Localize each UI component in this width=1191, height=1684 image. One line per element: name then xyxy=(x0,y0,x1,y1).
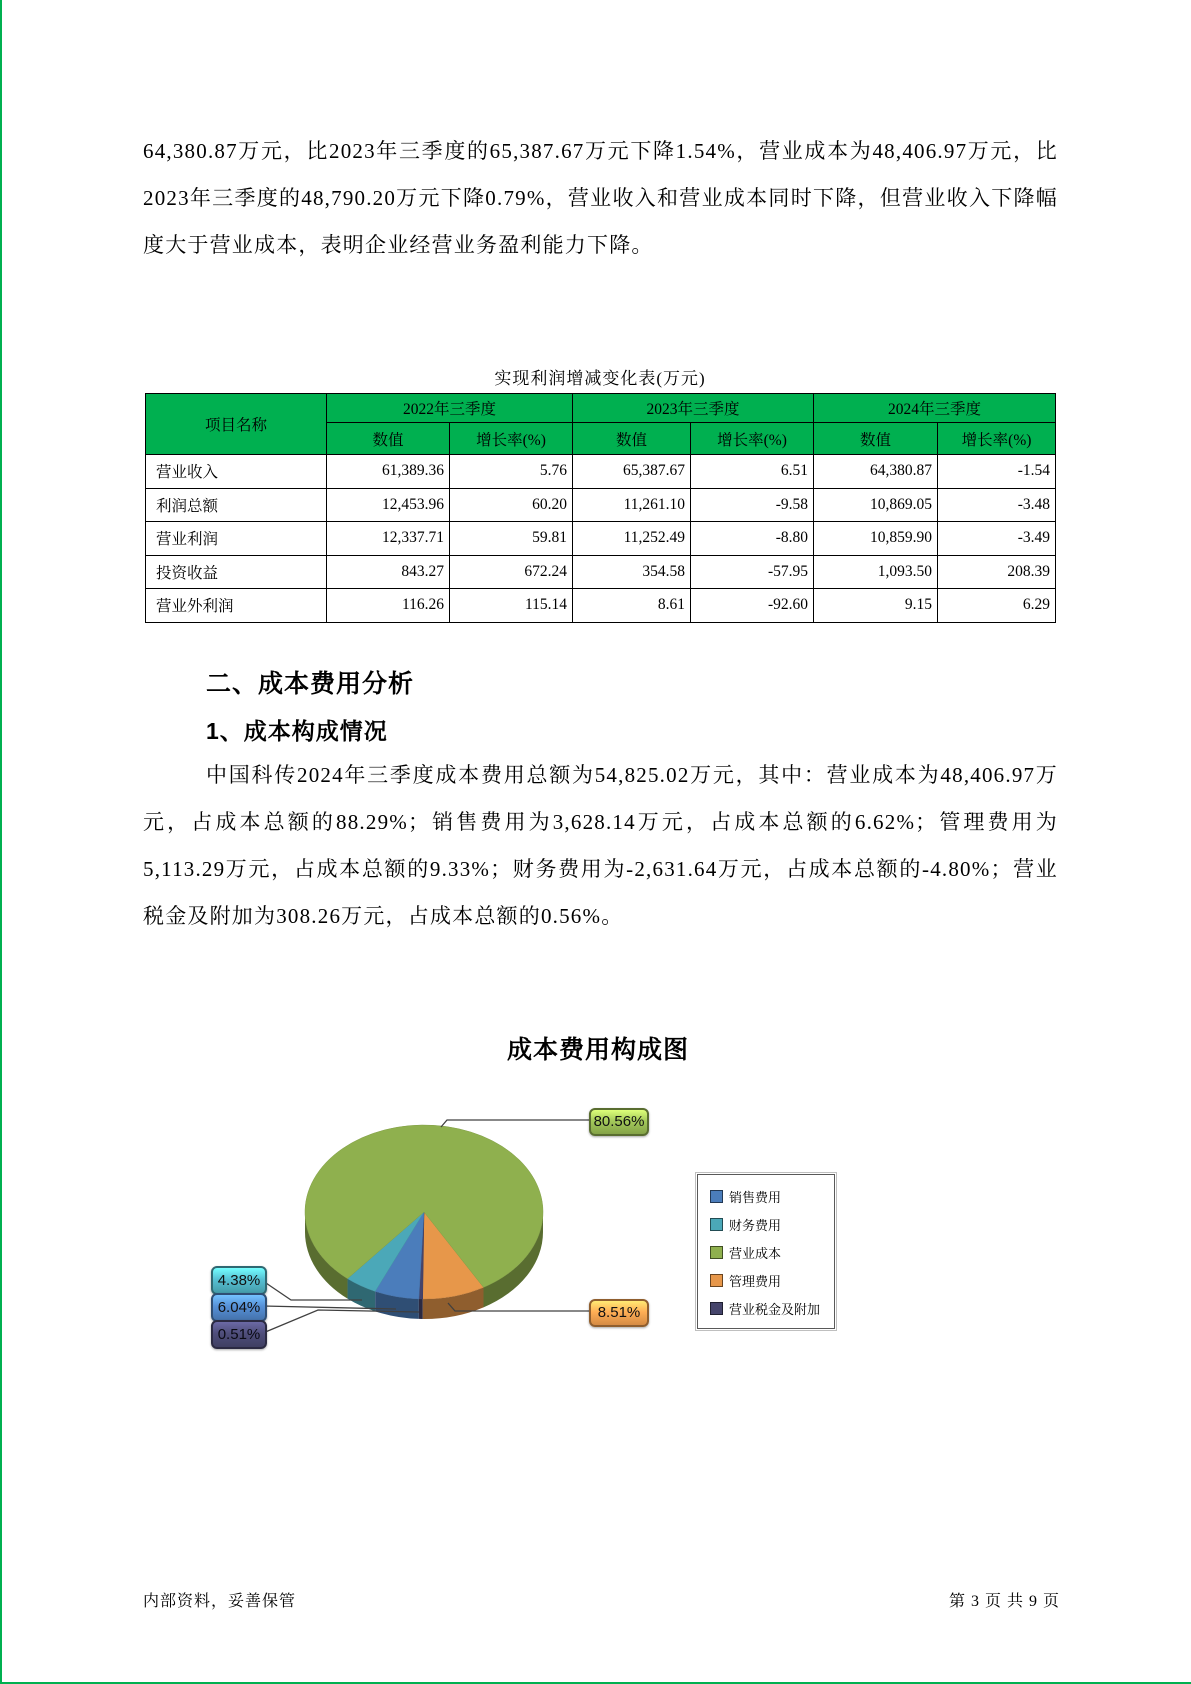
pie-callout-line xyxy=(263,1281,362,1300)
header-group-2022: 2022年三季度 xyxy=(327,394,573,423)
table-row xyxy=(146,488,1056,522)
row-value: 8.61 xyxy=(573,589,691,623)
footer-page-number: 第 3 页 共 9 页 xyxy=(948,1593,1060,1610)
row-value: 65,387.67 xyxy=(573,455,691,489)
footer-confidential-note: 内部资料，妥善保管 xyxy=(143,1593,297,1610)
pie-callout-line xyxy=(441,1120,589,1127)
row-value: 116.26 xyxy=(327,589,450,623)
row-value: 6.29 xyxy=(938,589,1056,623)
section-heading: 二、成本费用分析 xyxy=(206,670,415,698)
row-value: 12,337.71 xyxy=(327,522,450,556)
row-value: 672.24 xyxy=(450,555,573,589)
header-value: 数值 xyxy=(814,423,938,455)
row-value: 6.51 xyxy=(691,455,814,489)
header-growth: 增长率(%) xyxy=(938,423,1056,455)
row-label: 营业外利润 xyxy=(146,589,327,623)
legend-swatch-icon xyxy=(710,1246,723,1259)
table-title: 实现利润增减变化表(万元) xyxy=(494,369,706,388)
pie-slice-销售费用 xyxy=(375,1212,424,1299)
row-value: 354.58 xyxy=(573,555,691,589)
row-value: 64,380.87 xyxy=(814,455,938,489)
row-value: 115.14 xyxy=(450,589,573,623)
legend-label: 财务费用 xyxy=(729,1218,782,1233)
legend-swatch-icon xyxy=(710,1218,723,1231)
legend-label: 管理费用 xyxy=(729,1274,782,1289)
table-header xyxy=(146,394,1056,455)
row-value: 1,093.50 xyxy=(814,555,938,589)
body-paragraph-2: 中国科传2024年三季度成本费用总额为54,825.02万元，其中：营业成本为48,406.97万元，占成本总额的88.29%；销售费用为3,628.14万元，占成本总额的6.62%；管理费用为5,113.29万元，占成本总额的9.33%；财务费用为-2,631.64万元，占成本总额的-4.80%；营业税金及附加为308.26万元，占成本总额的0.56%。 xyxy=(143,763,1058,928)
legend-label: 销售费用 xyxy=(729,1190,782,1205)
pie-slice-营业税金及附加 xyxy=(419,1212,424,1299)
pie-callout-line xyxy=(263,1310,419,1333)
pie-chart-title: 成本费用构成图 xyxy=(506,1036,689,1064)
pie-label-operating-cost: 80.56% xyxy=(589,1108,649,1136)
subsection-heading: 1、成本构成情况 xyxy=(206,718,388,744)
row-value: 10,859.90 xyxy=(814,522,938,556)
row-value: -92.60 xyxy=(691,589,814,623)
body-paragraph-1: 64,380.87万元，比2023年三季度的65,387.67万元下降1.54%，营业成本为48,406.97万元，比2023年三季度的48,790.20万元下降0.79%，营业收入和营业成本同时下降，但营业收入下降幅度大于营业成本，表明企业经营业务盈利能力下降。 xyxy=(143,139,1058,257)
legend-label: 营业成本 xyxy=(729,1246,782,1261)
legend-swatch-icon xyxy=(710,1302,723,1315)
row-value: -57.95 xyxy=(691,555,814,589)
row-value: 12,453.96 xyxy=(327,488,450,522)
legend-item xyxy=(710,1215,828,1234)
legend-swatch-icon xyxy=(710,1190,723,1203)
pie-slice-side xyxy=(305,1212,348,1299)
pie-slice-财务费用 xyxy=(348,1212,424,1291)
header-value: 数值 xyxy=(573,423,691,455)
page-edge-left-line xyxy=(0,0,2,1684)
table-body xyxy=(146,455,1056,623)
row-value: 9.15 xyxy=(814,589,938,623)
pie-callout-line xyxy=(263,1306,396,1309)
row-value: 10,869.05 xyxy=(814,488,938,522)
pie-slice-管理费用 xyxy=(423,1212,484,1299)
header-group-2024: 2024年三季度 xyxy=(814,394,1056,423)
row-value: -3.48 xyxy=(938,488,1056,522)
header-growth: 增长率(%) xyxy=(450,423,573,455)
header-value: 数值 xyxy=(327,423,450,455)
legend-item xyxy=(710,1243,828,1262)
legend-swatch-icon xyxy=(710,1274,723,1287)
row-value: -3.49 xyxy=(938,522,1056,556)
row-value: 11,252.49 xyxy=(573,522,691,556)
pie-slice-side xyxy=(375,1291,419,1319)
row-value: -9.58 xyxy=(691,488,814,522)
table-row xyxy=(146,555,1056,589)
header-growth: 增长率(%) xyxy=(691,423,814,455)
chart-legend xyxy=(697,1174,835,1329)
pie-label-tax-surcharge: 0.51% xyxy=(211,1320,267,1349)
pie-label-admin-expense: 8.51% xyxy=(589,1299,649,1327)
table-row xyxy=(146,589,1056,623)
pie-slice-side xyxy=(348,1279,376,1312)
row-value: 11,261.10 xyxy=(573,488,691,522)
row-value: 59.81 xyxy=(450,522,573,556)
pie-slice-side xyxy=(419,1299,423,1319)
legend-item xyxy=(710,1187,828,1206)
row-value: 5.76 xyxy=(450,455,573,489)
row-value: -8.80 xyxy=(691,522,814,556)
row-value: -1.54 xyxy=(938,455,1056,489)
row-value: 208.39 xyxy=(938,555,1056,589)
row-label: 营业收入 xyxy=(146,455,327,489)
pie-slice-side xyxy=(484,1212,544,1307)
row-value: 60.20 xyxy=(450,488,573,522)
row-label: 利润总额 xyxy=(146,488,327,522)
pie-label-finance-expense: 4.38% xyxy=(211,1266,267,1295)
header-group-2023: 2023年三季度 xyxy=(573,394,814,423)
pie-slice-side xyxy=(423,1287,484,1319)
legend-label: 营业税金及附加 xyxy=(729,1302,821,1317)
row-label: 投资收益 xyxy=(146,555,327,589)
table-row xyxy=(146,522,1056,556)
pie-label-selling-expense: 6.04% xyxy=(211,1293,267,1322)
header-item-name: 项目名称 xyxy=(146,394,327,455)
legend-item xyxy=(710,1271,828,1290)
row-label: 营业利润 xyxy=(146,522,327,556)
table-row xyxy=(146,455,1056,489)
row-value: 843.27 xyxy=(327,555,450,589)
pie-callout-line xyxy=(448,1303,589,1311)
pie-slice-营业成本 xyxy=(305,1125,543,1287)
row-value: 61,389.36 xyxy=(327,455,450,489)
profit-change-table xyxy=(145,393,1055,623)
legend-item xyxy=(710,1299,828,1318)
